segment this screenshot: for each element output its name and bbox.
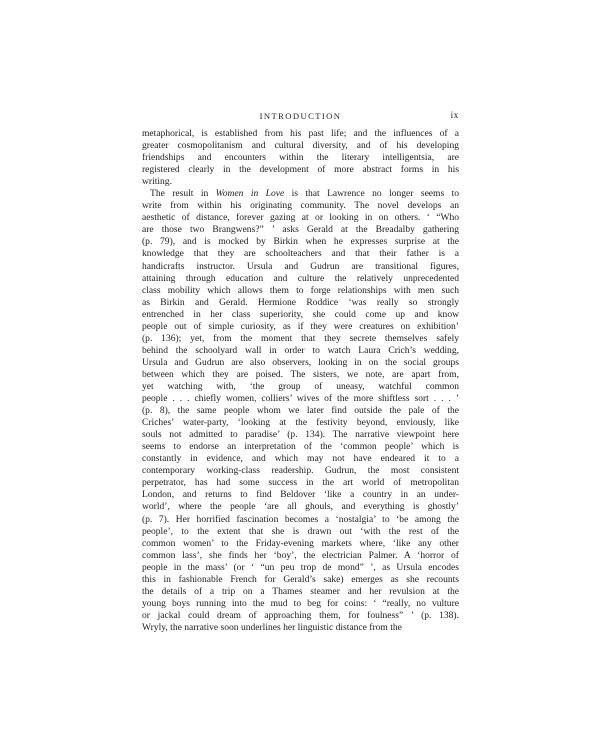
text-run: people out of simple curiosity, as if they were creatures on exhibition’ xyxy=(142,320,459,332)
text-run: souls not admitted to paradise’ (p. 134). The narrative viewpoint here xyxy=(142,429,459,441)
text-line xyxy=(142,188,459,200)
text-line xyxy=(142,128,459,140)
text-run: seems to endorse an interpretation of the ‘common people’ which is xyxy=(142,441,459,453)
text-line xyxy=(142,273,459,285)
text-run: Ursula and Gudrun are also observers, looking in on the social groups xyxy=(142,356,459,368)
text-line xyxy=(142,526,459,538)
text-run: perpetrator, has had some success in the art world of metropolitan xyxy=(142,477,459,489)
text-line xyxy=(142,200,459,212)
text-run: world’, where the people ‘are all ghouls, and everything is ghostly’ xyxy=(142,501,459,513)
text-line xyxy=(142,321,459,333)
text-run: yet watching with, ‘the group of uneasy, watchful common xyxy=(142,380,459,392)
text-run: (p. 8), the same people whom we later find outside the pale of the xyxy=(142,405,459,417)
text-line xyxy=(142,393,459,405)
text-line xyxy=(142,248,459,260)
text-run: Wryly, the narrative soon underlines her linguistic distance from the xyxy=(142,621,402,633)
text-run: common women’ to the Friday-evening markets where, ‘like any other xyxy=(142,537,459,549)
text-line xyxy=(142,514,459,526)
text-run: (p. 7). Her horrified fascination becomes a ‘nostalgia’ to ‘be among the xyxy=(142,513,459,525)
text-line xyxy=(142,550,459,562)
text-run: are those two Brangwens?” ’ asks Gerald at the Breadalby gathering xyxy=(142,224,459,236)
text-line xyxy=(142,598,459,610)
text-line xyxy=(142,538,459,550)
text-line xyxy=(142,453,459,465)
text-run: people in the mass’ (or ‘ “un peu trop de mond” ’, as Ursula encodes xyxy=(142,561,459,573)
italic-title: Women in Love xyxy=(215,188,285,200)
text-line xyxy=(142,164,459,176)
text-run: friendships and encounters within the literary intelligentsia, are xyxy=(142,152,459,164)
text-line xyxy=(142,562,459,574)
paragraph xyxy=(142,188,459,634)
running-head xyxy=(142,108,459,126)
text-run: the details of a trip on a Thames steamer and her revulsion at the xyxy=(142,585,459,597)
text-line xyxy=(142,489,459,501)
text-line xyxy=(142,622,459,634)
text-run: entrenched in her class superiority, she could come up and know xyxy=(142,308,459,320)
text-run: constantly in evidence, and which may not have endeared it to a xyxy=(142,453,459,465)
running-head-title: INTRODUCTION xyxy=(259,111,342,121)
text-run: London, and returns to find Beldover ‘like a country in an under- xyxy=(142,489,459,501)
text-line xyxy=(142,417,459,429)
text-line xyxy=(142,429,459,441)
text-run: greater cosmopolitanism and cultural diversity, and of his developing xyxy=(142,140,459,152)
text-line xyxy=(142,345,459,357)
text-line xyxy=(142,297,459,309)
text-run: contemporary working-class readership. Gudrun, the most consistent xyxy=(142,465,459,477)
text-line xyxy=(142,501,459,513)
text-run: knowledge that they are schoolteachers and that their father is a xyxy=(142,248,459,260)
text-run: is that Lawrence no longer seems to xyxy=(284,188,459,200)
text-run: Criches’ water-party, ‘looking at the festivity beyond, enviously, like xyxy=(142,417,459,429)
text-run: writing. xyxy=(142,176,172,188)
text-line xyxy=(142,140,459,152)
text-line xyxy=(142,285,459,297)
text-run: between which they are poised. The sisters, we note, are apart from, xyxy=(142,368,459,380)
text-line xyxy=(142,369,459,381)
text-run: aesthetic of distance, forever gazing at or looking in on others. ‘ “Who xyxy=(142,212,459,224)
text-run: as Birkin and Gerald. Hermione Roddice ‘was really so strongly xyxy=(142,296,459,308)
page-number: ix xyxy=(450,110,459,120)
text-line xyxy=(142,212,459,224)
text-run: people . . . chiefly women, colliers’ wives of the more shiftless sort . . . ’ xyxy=(142,393,459,405)
text-line xyxy=(142,381,459,393)
text-line xyxy=(142,309,459,321)
text-run: The result in xyxy=(150,188,216,200)
text-run: (p. 79), and is mocked by Birkin when he expresses surprise at the xyxy=(142,236,459,248)
text-line xyxy=(142,333,459,345)
text-line xyxy=(142,477,459,489)
text-run: (p. 136); yet, from the moment that they secrete themselves safely xyxy=(142,332,459,344)
text-line xyxy=(142,405,459,417)
text-line xyxy=(142,441,459,453)
text-run: behind the schoolyard wall in order to watch Laura Crich’s wedding, xyxy=(142,344,459,356)
text-run: or jackal could dream of approaching them, for foulness” ’ (p. 138). xyxy=(142,609,459,621)
book-page xyxy=(142,108,459,634)
text-run: people’, to the extent that she is drawn out ‘with the rest of the xyxy=(142,525,459,537)
body-text xyxy=(142,128,459,634)
text-run: class mobility which allows them to forge relationships with men such xyxy=(142,284,459,296)
text-line xyxy=(142,357,459,369)
paragraph xyxy=(142,128,459,188)
text-line xyxy=(142,224,459,236)
text-run: handicrafts instructor. Ursula and Gudrun are transitional figures, xyxy=(142,260,459,272)
text-run: young boys running into the mud to beg for coins: ‘ “really, no vulture xyxy=(142,597,459,609)
text-line xyxy=(142,465,459,477)
text-line xyxy=(142,236,459,248)
text-run: this in fashionable French for Gerald’s sake) emerges as she recounts xyxy=(142,573,459,585)
text-line xyxy=(142,261,459,273)
text-run: common lass’, she finds her ‘boy’, the electrician Palmer. A ‘horror of xyxy=(142,549,459,561)
text-run: metaphorical, is established from his past life; and the influences of a xyxy=(142,128,459,139)
text-line xyxy=(142,574,459,586)
text-run: registered clearly in the development of more abstract forms in his xyxy=(142,164,459,176)
text-run: attaining through education and culture the relatively unprecedented xyxy=(142,272,459,284)
text-run: write from within his originating community. The novel develops an xyxy=(142,200,459,212)
text-line xyxy=(142,152,459,164)
text-line xyxy=(142,610,459,622)
text-line xyxy=(142,586,459,598)
text-line xyxy=(142,176,459,188)
